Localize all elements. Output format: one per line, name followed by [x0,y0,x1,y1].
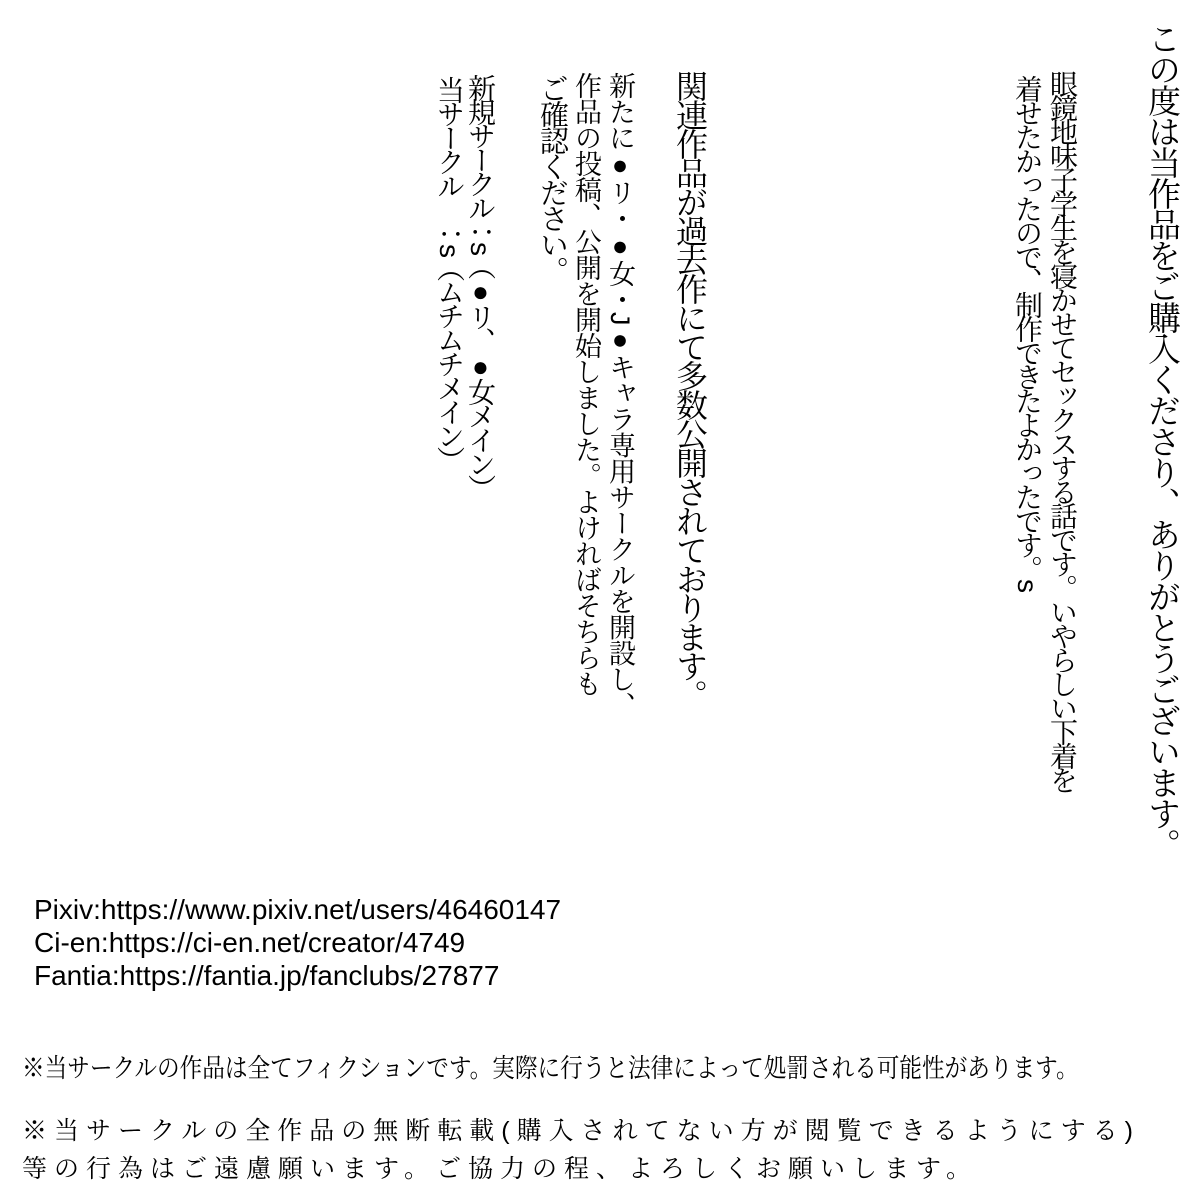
no-reupload-disclaimer-line-1: ※当サークルの全作品の無断転載(購入されてない方が閲覧できるようにする) [22,1117,1140,1145]
no-reupload-disclaimer [22,1112,1140,1188]
no-reupload-disclaimer-line-2: 等の行為はご遠慮願います。ご協力の程、よろしくお願いします。 [22,1155,979,1183]
greeting-text: この度は当作品をご購入くださり、ありがとうございます。 [1144,22,1181,859]
circle-list-new-circle: 新規サークル：s（●リ、●女メイン） [465,74,496,498]
fiction-disclaimer: ※当サークルの作品は全てフィクションです。実際に行うと法律によって処罰される可能性があります。 [22,1053,1079,1083]
ci-en-url: Ci-en:https://ci-en.net/creator/4749 [34,927,466,958]
new-circle-announcement-line-1: 新たに●リ・●女・J●キャラ専用サークルを開設し、 [605,72,635,718]
story-description-line-2: 着せたかったので、制作できたよかったです。s [1012,75,1043,589]
circle-list-current-circle: 当サークル ：s（ムチムチメイン） [434,76,465,470]
new-circle-announcement-line-2: 作品の投稿、公開を開始しました。よければそちらも [571,72,601,696]
fantia-url: Fantia:https://fantia.jp/fanclubs/27877 [34,960,500,991]
story-description-line-1: 眼鏡地味子学生を寝かせてセックスする話です。いやらしい下着を [1047,70,1078,790]
new-circle-announcement-line-3: ご確認ください。 [536,74,568,282]
pixiv-url: Pixiv:https://www.pixiv.net/users/46460147 [34,894,562,925]
related-works-text: 関連作品が過去作にて多数公開されております。 [672,70,708,708]
external-links-block [34,893,561,992]
